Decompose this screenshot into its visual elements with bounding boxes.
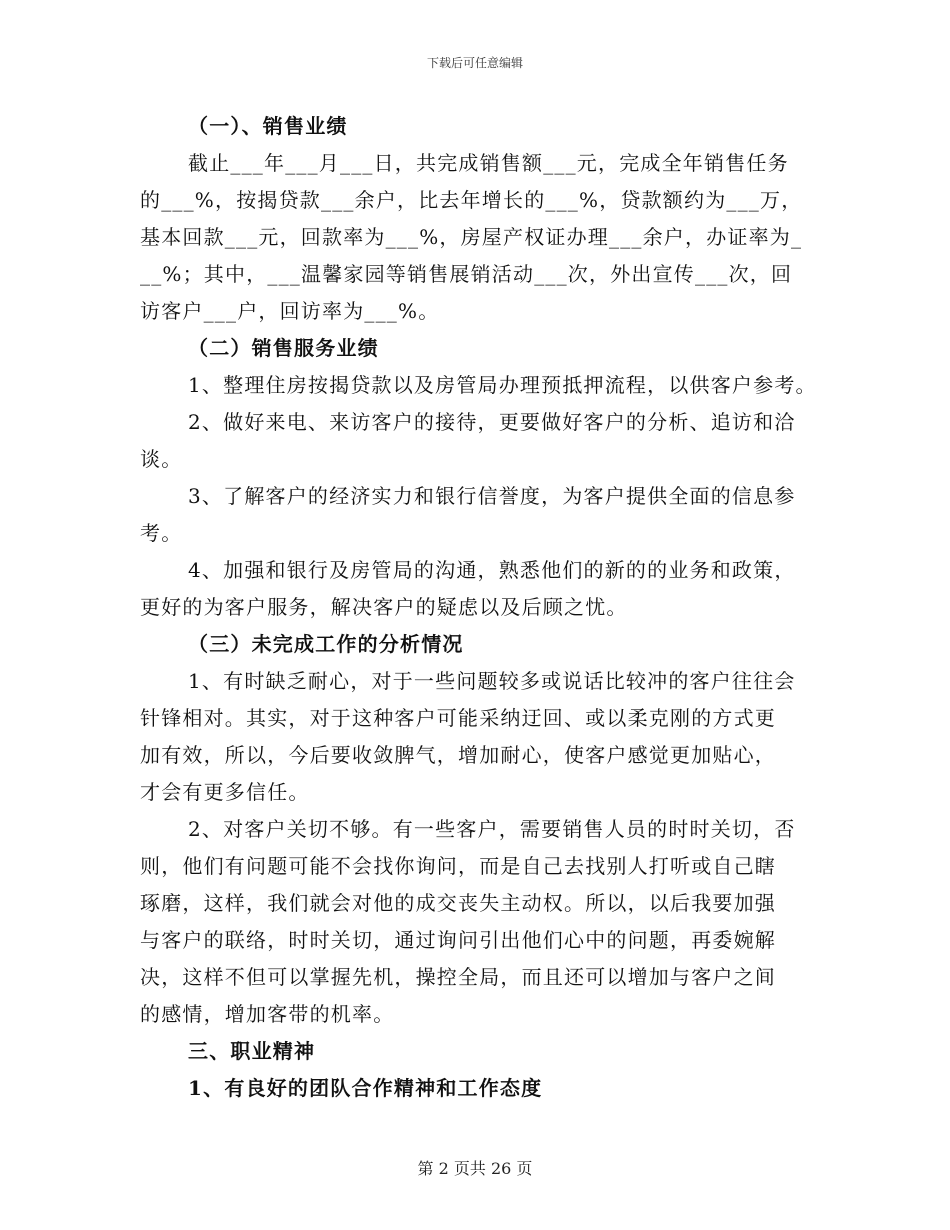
paragraph-line: 谈。 [140, 447, 183, 471]
subsection-heading-teamwork: 1、有良好的团队合作精神和工作态度 [188, 1076, 543, 1100]
paragraph-line: 访客户___户，回访率为___%。 [140, 299, 440, 323]
paragraph-line: 截止___年___月___日，共完成销售额___元，完成全年销售任务 [188, 151, 789, 175]
paragraph-line: 基本回款___元，回款率为___%，房屋产权证办理___余户，办证率为_ [140, 225, 803, 249]
page-number-footer: 第 2 页共 26 页 [417, 1159, 533, 1178]
section-heading-service-performance: （二）销售服务业绩 [188, 336, 379, 360]
paragraph-line: 加有效，所以，今后要收敛脾气，增加耐心，使客户感觉更加贴心， [140, 743, 776, 767]
paragraph-line: 针锋相对。其实，对于这种客户可能采纳迂回、或以柔克刚的方式更 [140, 706, 776, 730]
paragraph-line: 4、加强和银行及房管局的沟通，熟悉他们的新的的业务和政策， [188, 558, 796, 582]
paragraph-line: 则，他们有问题可能不会找你询问，而是自己去找别人打听或自己瞎 [140, 854, 776, 878]
section-heading-sales-performance: （一）、销售业绩 [188, 114, 348, 138]
paragraph-line: 决，这样不但可以掌握先机，操控全局，而且还可以增加与客户之间 [140, 965, 776, 989]
paragraph-line: 的感情，增加客带的机率。 [140, 1002, 395, 1026]
paragraph-line: 2、对客户关切不够。有一些客户，需要销售人员的时时关切，否 [188, 817, 796, 841]
paragraph-line: 的___%，按揭贷款___余户，比去年增长的___%，贷款额约为___万， [140, 188, 803, 212]
document-body [140, 108, 820, 1107]
header-note: 下载后可任意编辑 [426, 56, 523, 70]
paragraph-line: 1、整理住房按揭贷款以及房管局办理预抵押流程，以供客户参考。 [188, 373, 817, 397]
section-heading-unfinished-analysis: （三）未完成工作的分析情况 [188, 632, 464, 656]
paragraph-line: 考。 [140, 521, 183, 545]
paragraph-line: __%；其中，___温馨家园等销售展销活动___次，外出宣传___次，回 [140, 262, 793, 286]
paragraph-line: 3、了解客户的经济实力和银行信誉度，为客户提供全面的信息参 [188, 484, 796, 508]
section-heading-professional-spirit: 三、职业精神 [188, 1039, 316, 1063]
paragraph-line: 琢磨，这样，我们就会对他的成交丧失主动权。所以，以后我要加强 [140, 891, 776, 915]
paragraph-line: 1、有时缺乏耐心，对于一些问题较多或说话比较冲的客户往往会 [188, 669, 796, 693]
paragraph-line: 更好的为客户服务，解决客户的疑虑以及后顾之忧。 [140, 595, 628, 619]
paragraph-line: 与客户的联络，时时关切，通过询问引出他们心中的问题，再委婉解 [140, 928, 776, 952]
paragraph-line: 2、做好来电、来访客户的接待，更要做好客户的分析、追访和洽 [188, 410, 796, 434]
paragraph-line: 才会有更多信任。 [140, 780, 310, 804]
